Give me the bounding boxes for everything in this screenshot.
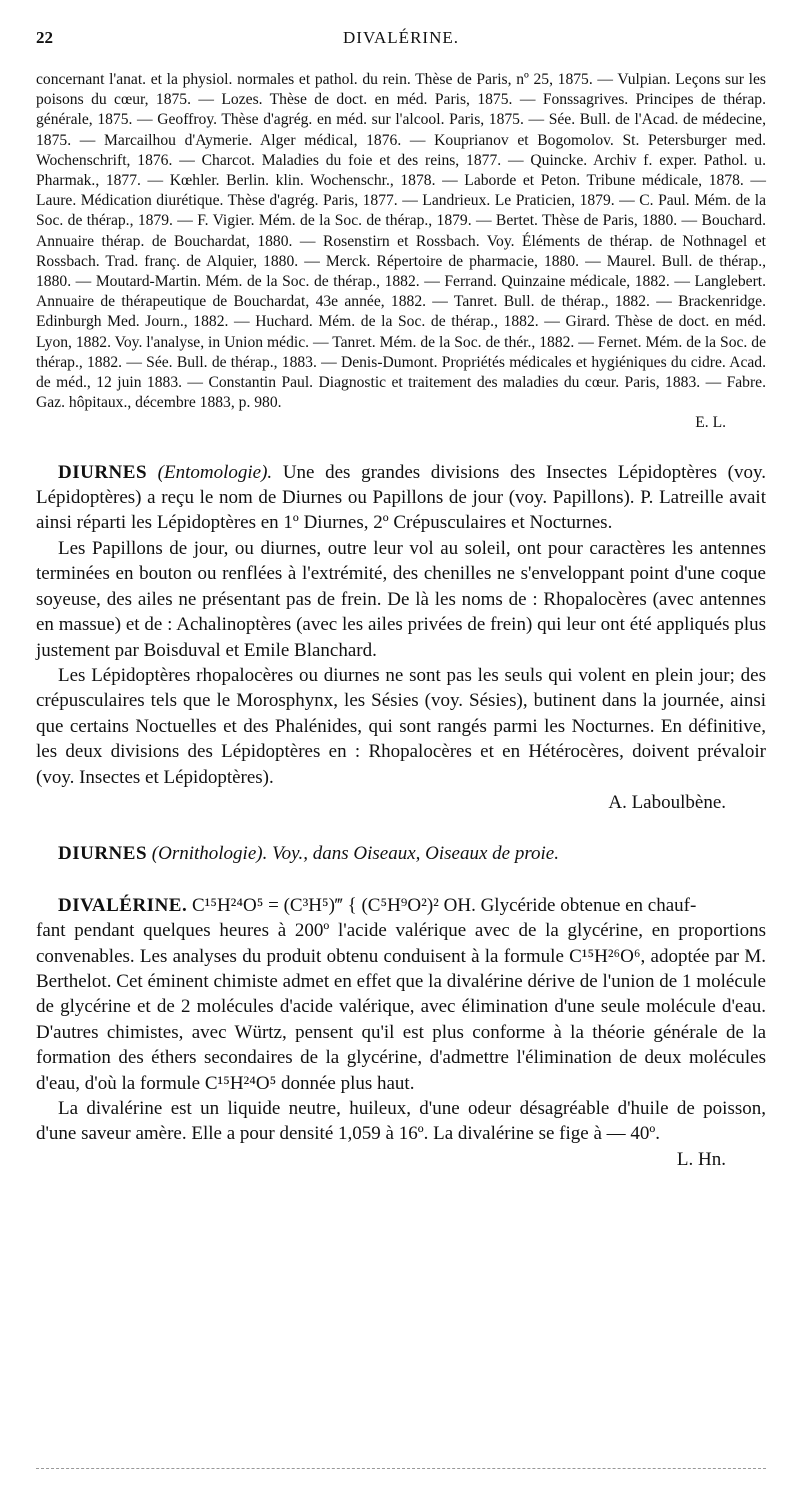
article-text: Voy., dans Oiseaux, Oiseaux de proie. xyxy=(272,843,559,865)
article-paragraph xyxy=(36,460,766,536)
article-headword: DIVALÉRINE. xyxy=(58,894,188,916)
running-head xyxy=(36,28,766,54)
article-headword: DIURNES xyxy=(58,461,148,483)
article-paragraph: DIVALÉRINE. C¹⁵H²⁴O⁵ = (C³H⁵)‴ { (C⁵H⁹O²)² OH. Glycéride obtenue en chauf- xyxy=(58,894,697,916)
page-divider xyxy=(36,1468,766,1469)
bibliography-signature: E. L. xyxy=(695,414,726,432)
chemical-formula: C¹⁵H²⁴O⁵ = (C³H⁵)‴ { (C⁵H⁹O²)² OH xyxy=(191,894,472,916)
article-paragraph: Les Lépidoptères rhopalocères ou diurnes ne sont pas les seuls qui volent en plein jour; des crépusculaires tels que le Morosphynx, les Sésies (voy. Sésies), butinent dans la journée, ainsi que certains Noctuelles et des Phalénides, qui sont rangés parmi les Nocturnes. En définitive, les deux divisions des Lépidoptères en : Rhopalocères et en Hétérocères, doivent prévaloir (voy. Insectes et Lépidoptères). xyxy=(36,664,766,788)
article-lead: Glycéride obtenue en chauf- xyxy=(480,894,697,916)
article-headword: DIURNES xyxy=(58,843,148,865)
bibliography-text: concernant l'anat. et la physiol. normales et pathol. du rein. Thèse de Paris, nº 25, 1875. — Vulpian. Leçons sur les poisons du cœur, 1875. — Lozes. Thèse de doct. en méd. Paris, 1875. — Fonssagrives. Principes de thérap. générale, 1875. — Geoffroy. Thèse d'agrég. en méd. sur l'alcool. Paris, 1875. — Sée. Bull. de l'Acad. de médecine, 1875. — Marcailhou d'Aymerie. Alger médical, 1876. — Kouprianov et Bogomolov. St. Petersburger med. Wochenschrift, 1876. — Charcot. Maladies du foie et des reins, 1877. — Quincke. Archiv f. exper. Pathol. u. Pharmak., 1877. — Kœhler. Berlin. klin. Wochenschr., 1878. — Laborde et Peton. Tribune médicale, 1878. — Laure. Médication diurétique. Thèse d'agrég. Paris, 1877. — Landrieux. Le Praticien, 1879. — C. Paul. Mém. de la Soc. de thérap., 1879. — F. Vigier. Mém. de la Soc. de thérap., 1879. — Bertet. Thèse de Paris, 1880. — Bouchard. Annuaire thérap. de Bouchardat, 1880. — Rosenstirn et Rossbach. Voy. Éléments de thérap. de Nothnagel et Rossbach. Trad. franç. de Alquier, 1880. — Merck. Répertoire de pharmacie, 1880. — Maurel. Bull. de thérap., 1880. — Moutard-Martin. Mém. de la Soc. de thérap., 1882. — Ferrand. Quinzaine médicale, 1882. — Langlebert. Annuaire de thérapeutique de Bouchardat, 43e année, 1882. — Tanret. Bull. de thérap., 1882. — Brackenridge. Edinburgh Med. Journ., 1882. — Huchard. Mém. de la Soc. de thérap., 1882. — Girard. Thèse de doct. en méd. Lyon, 1882. Voy. l'analyse, in Union médic. — Tanret. Mém. de la Soc. de thér., 1882. — Fernet. Mém. de la Soc. de thérap., 1882. — Sée. Bull. de thérap., 1883. — Denis-Dumont. Propriétés médicales et hygiéniques du cidre. Acad. de méd., 12 juin 1883. — Constantin Paul. Diagnostic et traitement des maladies du cœur. Paris, 1883. — Fabre. Gaz. hôpitaux., décembre 1883, p. 980. xyxy=(36,71,766,412)
article-diurnes-ornithologie xyxy=(36,841,766,866)
article-paragraph xyxy=(36,841,766,866)
article-subject: (Entomologie). xyxy=(157,461,273,483)
article-signature: L. Hn. xyxy=(676,1148,726,1170)
article-diurnes-entomologie xyxy=(36,460,766,816)
article-paragraph: La divalérine est un liquide neutre, huileux, d'une odeur désagréable d'huile de poisson, d'une saveur amère. Elle a pour densité 1,059 à 16º. La divalérine se fige à — 40º. xyxy=(36,1098,766,1145)
bibliography-block xyxy=(36,70,766,434)
dictionary-page xyxy=(36,28,766,1172)
article-text: Une des grandes divisions des Insectes Lépidoptères (voy. Lépidoptères) a reçu le nom de Diurnes ou Papillons de jour (voy. Papillons). P. Latreille avait ainsi réparti les Lépidoptères en 1º Diurnes, 2º Crépusculaires et Nocturnes. xyxy=(36,461,767,534)
page-number: 22 xyxy=(36,28,53,47)
bibliography-signature-line xyxy=(36,413,766,433)
running-title: DIVALÉRINE. xyxy=(343,28,459,47)
article-paragraph: fant pendant quelques heures à 200º l'acide valérique avec de la glycérine, en proportions convenables. Les analyses du produit obtenu conduisent à la formule C¹⁵H²⁶O⁶, adoptée par M. Berthelot. Cet éminent chimiste admet en effet que la divalérine dérive de l'union de 1 molécule de glycérine et de 2 molécules d'acide valérique, avec élimination d'une seule molécule d'eau. D'autres chimistes, avec Würtz, pensent qu'il est plus conforme à la théorie générale de la formation des éthers secondaires de la glycérine, d'admettre l'élimination de deux molécules d'eau, d'où la formule C¹⁵H²⁴O⁵ donnée plus haut. xyxy=(36,920,766,1094)
article-divalerine xyxy=(36,893,766,1172)
article-paragraph: Les Papillons de jour, ou diurnes, outre leur vol au soleil, ont pour caractères les antennes terminées en bouton ou renflées à l'extrémité, des chenilles ne s'enveloppant point d'une coque soyeuse, des ailes ne présentant pas de frein. De là les noms de : Rhopalocères (avec antennes en massue) et de : Achalinoptères (avec les ailes privées de frein) qui leur ont été appliqués plus justement par Boisduval et Emile Blanchard. xyxy=(36,537,766,661)
article-subject: (Ornithologie). xyxy=(151,843,268,865)
article-signature: A. Laboulbène. xyxy=(608,791,726,813)
